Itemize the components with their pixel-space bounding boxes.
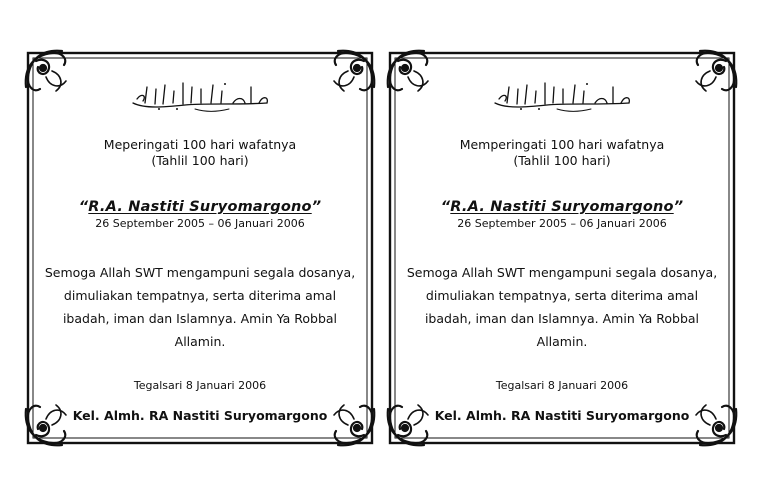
deceased-name-text: R.A. Nastiti Suryomargono bbox=[88, 199, 312, 215]
place-date: Tegalsari 8 Januari 2006 bbox=[133, 379, 267, 392]
deceased-name bbox=[22, 199, 378, 215]
basmala-calligraphy bbox=[384, 79, 740, 113]
life-dates: 26 September 2005 – 06 Januari 2006 bbox=[457, 217, 667, 230]
basmala-calligraphy-icon bbox=[487, 79, 637, 113]
family-signature: Kel. Almh. RA Nastiti Suryomargono bbox=[434, 408, 690, 423]
life-dates: 26 September 2005 – 06 Januari 2006 bbox=[95, 217, 305, 230]
memorial-card-2 bbox=[384, 47, 740, 449]
memorial-card-1 bbox=[22, 47, 378, 449]
memorial-line-1: Meperingati 100 hari wafatnya bbox=[103, 137, 297, 152]
memorial-line-2: (Tahlil 100 hari) bbox=[513, 153, 611, 168]
quote-open: “ bbox=[78, 199, 89, 215]
memorial-line-2: (Tahlil 100 hari) bbox=[151, 153, 249, 168]
place-date: Tegalsari 8 Januari 2006 bbox=[495, 379, 629, 392]
quote-close: ” bbox=[311, 199, 322, 215]
memorial-heading bbox=[384, 137, 740, 169]
quote-open: “ bbox=[440, 199, 451, 215]
family-signature: Kel. Almh. RA Nastiti Suryomargono bbox=[72, 408, 328, 423]
prayer-text: Semoga Allah SWT mengampuni segala dosanya, dimuliakan tempatnya, serta diterima amal ibadah, iman dan Islamnya. Amin Ya Robbal Allamin. bbox=[406, 265, 718, 349]
memorial-line-1: Memperingati 100 hari wafatnya bbox=[459, 137, 665, 152]
basmala-calligraphy bbox=[22, 79, 378, 113]
deceased-name-text: R.A. Nastiti Suryomargono bbox=[450, 199, 674, 215]
prayer-text: Semoga Allah SWT mengampuni segala dosanya, dimuliakan tempatnya, serta diterima amal ibadah, iman dan Islamnya. Amin Ya Robbal Allamin. bbox=[44, 265, 356, 349]
deceased-name bbox=[384, 199, 740, 215]
basmala-calligraphy-icon bbox=[125, 79, 275, 113]
quote-close: ” bbox=[673, 199, 684, 215]
memorial-heading bbox=[22, 137, 378, 169]
